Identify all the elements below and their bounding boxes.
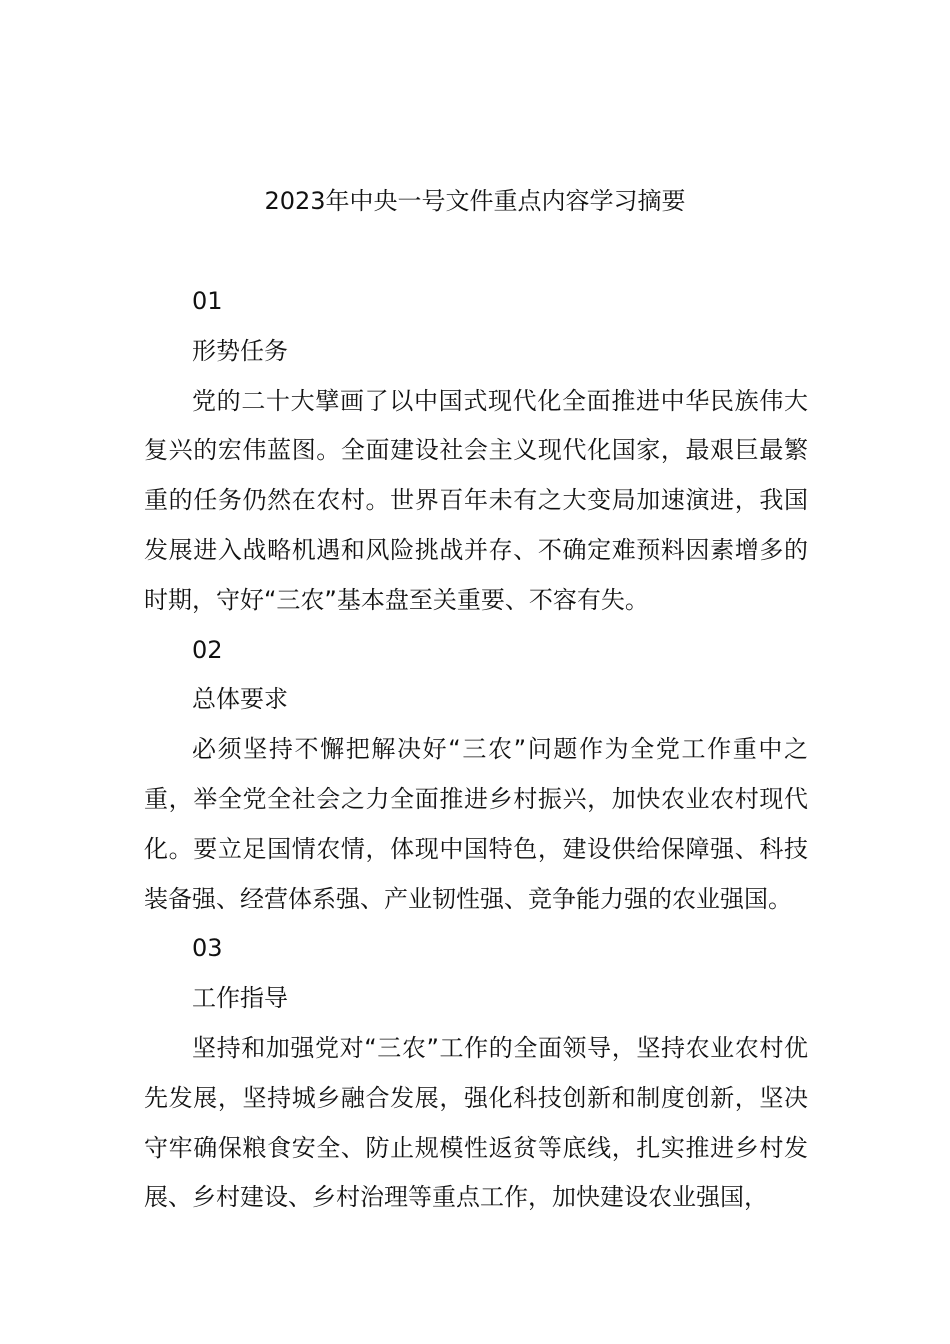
section-heading: 工作指导 [192,984,288,1013]
section-number: 01 [192,287,223,315]
section-body: 必须坚持不懈把解决好“三农”问题作为全党工作重中之重，举全党全社会之力全面推进乡村振兴，加快农业农村现代化。要立足国情农情，体现中国特色，建设供给保障强、科技装备强、经营体系强、产业韧性强、竞争能力强的农业强国。 [144,735,808,913]
section-number: 02 [192,635,223,664]
document-title: 2023年中央一号文件重点内容学习摘要 [264,187,686,215]
section-number: 03 [192,934,223,963]
section-body: 坚持和加强党对“三农”工作的全面领导，坚持农业农村优先发展，坚持城乡融合发展，强化科技创新和制度创新，坚决守牢确保粮食安全、防止规模性返贫等底线，扎实推进乡村发展、乡村建设、乡村治理等重点工作，加快建设农业强国， [144,1033,808,1212]
section-heading: 形势任务 [192,336,288,365]
document-content [144,277,808,1223]
section-body: 党的二十大擘画了以中国式现代化全面推进中华民族伟大复兴的宏伟蓝图。全面建设社会主义现代化国家，最艰巨最繁重的任务仍然在农村。世界百年未有之大变局加速演进，我国发展进入战略机遇和风险挑战并存、不确定难预料因素增多的时期，守好“三农”基本盘至关重要、不容有失。 [144,386,808,614]
section-heading: 总体要求 [192,685,288,714]
